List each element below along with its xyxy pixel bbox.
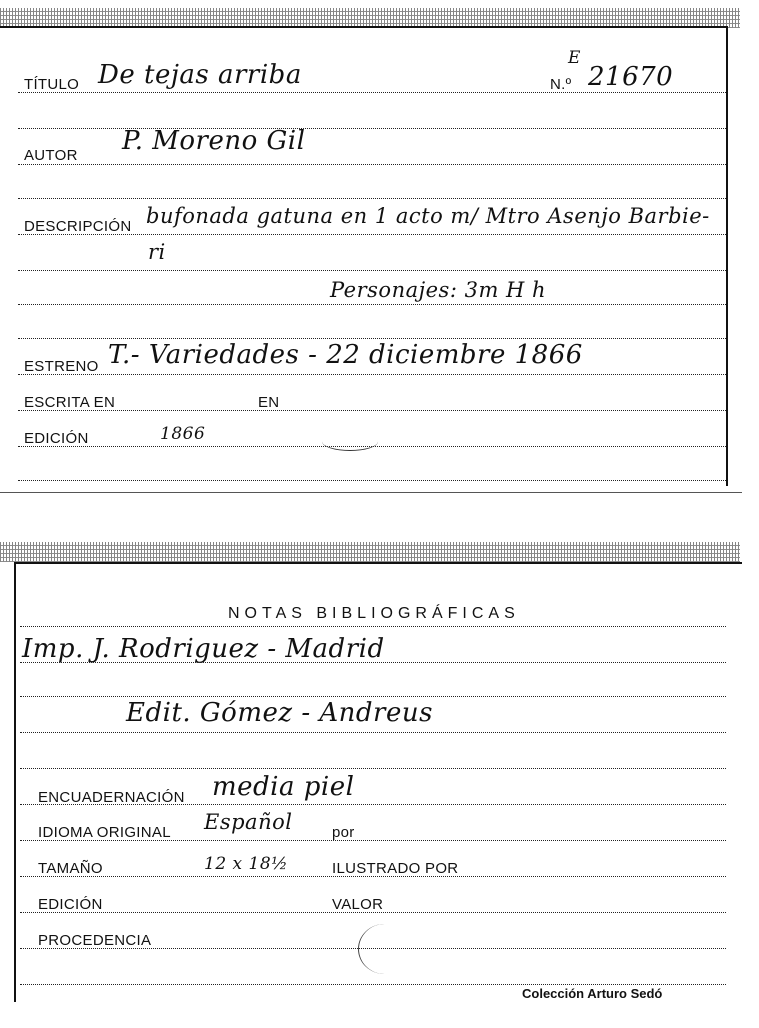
tamano-label: TAMAÑO	[38, 860, 103, 877]
card-separator	[0, 492, 742, 493]
encuadernacion-label: ENCUADERNACIÓN	[38, 789, 185, 806]
autor-value: P. Moreno Gil	[122, 126, 306, 156]
encuadernacion-value: media piel	[212, 772, 355, 802]
notes-rule-3	[20, 696, 726, 697]
notes-line-2: Edit. Gómez - Andreus	[126, 698, 433, 728]
por-label: por	[332, 824, 355, 841]
descripcion-value-line-1: bufonada gatuna en 1 acto m/ Mtro Asenjo Barbie-	[146, 204, 710, 228]
card-top-frame-right	[726, 26, 728, 486]
card-bottom-frame-left	[14, 562, 16, 1002]
idioma-original-label: IDIOMA ORIGINAL	[38, 824, 171, 841]
notes-line-1: Imp. J. Rodriguez - Madrid	[22, 634, 385, 664]
notes-rule-4	[20, 732, 726, 733]
blank-rule-4	[18, 480, 726, 481]
descripcion-label: DESCRIPCIÓN	[24, 218, 132, 235]
titulo-rule	[18, 92, 726, 93]
numero-value: 21670	[588, 62, 674, 92]
autor-rule	[18, 164, 726, 165]
escrita-en-label: ESCRITA EN	[24, 394, 116, 411]
descripcion-rule-2	[18, 270, 726, 271]
card-bottom-frame-top	[14, 562, 742, 564]
edicion-bottom-label: EDICIÓN	[38, 896, 103, 913]
erasure-mark	[322, 432, 378, 451]
card-bottom-edge-texture	[0, 542, 740, 562]
titulo-value: De tejas arriba	[98, 60, 302, 90]
estreno-value: T.- Variedades - 22 diciembre 1866	[108, 340, 583, 370]
collection-footer: Colección Arturo Sedó	[522, 986, 663, 1001]
autor-label: AUTOR	[24, 147, 78, 164]
catalog-card-bottom	[0, 540, 740, 1028]
notes-rule-1	[20, 626, 726, 627]
blank-rule-3	[18, 338, 726, 339]
blank-rule-2	[18, 198, 726, 199]
numero-label: N.º	[550, 76, 572, 93]
escrita-rule	[18, 410, 726, 411]
descripcion-value-line-2: ri	[148, 240, 166, 264]
procedencia-label: PROCEDENCIA	[38, 932, 152, 949]
ilustrado-por-label: ILUSTRADO POR	[332, 860, 459, 877]
notes-rule-5	[20, 768, 726, 769]
idioma-original-value: Español	[204, 810, 293, 834]
descripcion-rule-3	[18, 304, 726, 305]
edicion-value: 1866	[160, 424, 206, 444]
descripcion-value-line-3: Personajes: 3m H h	[330, 278, 547, 302]
card-top-frame-top	[0, 26, 728, 28]
notas-bibliograficas-heading: NOTAS BIBLIOGRÁFICAS	[228, 605, 520, 622]
card-top-edge-texture	[0, 8, 740, 28]
tamano-value: 12 x 18½	[204, 854, 289, 874]
erasure-mark-bottom	[358, 924, 411, 974]
numero-prefix: E	[568, 48, 581, 68]
blank-rule-bottom	[20, 984, 726, 985]
edicion-label: EDICIÓN	[24, 430, 89, 447]
catalog-card-top	[0, 0, 740, 492]
en-label: EN	[258, 394, 280, 411]
valor-label: VALOR	[332, 896, 384, 913]
estreno-rule	[18, 374, 726, 375]
notes-rule-2	[20, 662, 726, 663]
estreno-label: ESTRENO	[24, 358, 99, 375]
titulo-label: TÍTULO	[24, 76, 80, 93]
